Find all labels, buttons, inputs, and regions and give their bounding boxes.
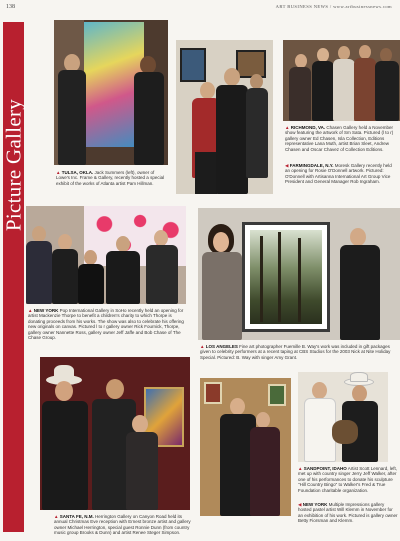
caption-richmond: ▲ RICHMOND, VA. Chasen Gallery held a November show featuring the artwork of Sm Sata. Pictured (l to r) gallery owner Ed Chasen, Isla Collection, Editions representative Lana Muth, artist Brian Sleet, Andrew Chasen and Oscar Chavez of Collection Editions. <box>285 125 394 152</box>
caption-santa-fe: ▲ SANTA FE, N.M. Herrington Gallery on Canyon Road held its annual Christmas Eve reception with Ernest bronze artist and gallery owner Michael Herrington, special guest Ronnie Dunn (from country music group Brooks & Dunn) and artist Renee Steger Simpson. <box>54 514 191 536</box>
photo-multiple-impressions <box>200 378 291 516</box>
photo-santa-fe <box>40 357 190 510</box>
caption-tulsa: ▲ TULSA, OKLA. Jack Summers (left), owner of Lowe's Inc. Frame & Gallery, recently hosted a special exhibit of the works of Atlanta artist Pam Hillman. <box>56 170 165 186</box>
caption-los-angeles: ▲ LOS ANGELES Fine art photographer Fuemille B. Way's work was included in gift packages given to celebrity performers at a recent taping at CBS Studios for the 2003 Nick at Nite Holiday Special. Pictured: B. Way with singer Amy Grant. <box>200 344 391 360</box>
photo-sandpoint <box>298 372 388 462</box>
masthead: ART BUSINESS NEWS / www.artbusinessnews.com <box>275 4 392 9</box>
caption-newyork-multiple: ◀ NEW YORK Multiple Impressions gallery hosted pastel artist Will Klemm in November for an exhibition of his work. Pictured is gallery owner Betty Fiorsman and Klemm. <box>298 502 398 524</box>
photo-tulsa <box>54 20 168 165</box>
photo-newyork-pop <box>26 206 186 304</box>
photo-los-angeles <box>198 208 400 340</box>
sculpture <box>332 420 358 444</box>
section-title: Picture Gallery <box>1 98 25 232</box>
caption-farmingdale: ◀ FARMINGDALE, N.Y. Moresk Gallery recently held an opening for Rosie O'Donnell artwork. Pictured: O'Donnell with Artisanna International Art Group Vice President and General Manager Rob Ingraham. <box>285 163 392 185</box>
photo-gallery-opening <box>176 40 273 194</box>
caption-sandpoint: ▲ SANDPOINT, IDAHO Artist Scott Lennard, left, met up with country singer Jerry Jeff Walker, after one of his performances to donate his sculpture "Hill Country Bingo" to Walker's Fred & True Foundation charitable organization. <box>298 466 398 493</box>
photo-richmond <box>283 40 400 121</box>
page-number: 138 <box>6 4 15 10</box>
caption-newyork-pop: ▲ NEW YORK Pop International Gallery in SoHo recently held an opening for artist Mackenzie Thorpe to benefit a children's charity to which Thorpe is donating proceeds from his works. The show was also to celebrate his offering new originals on canvas. Pictured l to r gallery owner Rick Fournick, Thorpe, gallery owner Nannette Ross, gallery owner Jeff Jaffe and Bob Chase of The Chase Group. <box>28 308 184 341</box>
